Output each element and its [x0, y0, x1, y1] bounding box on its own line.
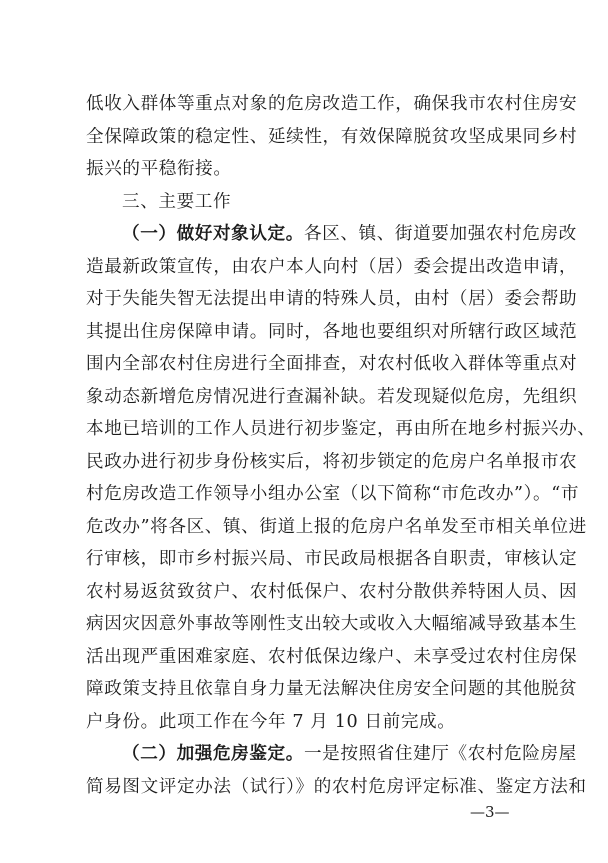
paragraph-line-10: 象动态新增危房情况进行查漏补缺。若发现疑似危房，先组织 [86, 386, 578, 407]
subsection-2-title: （二）加强危房鉴定。 [122, 743, 304, 764]
document-body [86, 88, 596, 803]
paragraph-line-22: 简易图文评定办法（试行）》的农村危房评定标准、鉴定方法和 [86, 776, 587, 797]
paragraph-line-19: 障政策支持且依靠自身力量无法解决住房安全问题的其他脱贫 [86, 679, 578, 699]
paragraph-line-8: 其提出住房保障申请。同时，各地也要组织对所辖行政区域范 [86, 321, 578, 342]
paragraph-line-6: 造最新政策宣传，由农户本人向村（居）委会提出改造申请， [86, 256, 578, 277]
paragraph-line-15: 行审核，即市乡村振兴局、市民政局根据各自职责，审核认定 [86, 549, 578, 569]
paragraph-line-20: 户身份。此项工作在今年 7 月 10 日前完成。 [86, 711, 456, 732]
paragraph-line-18: 活出现严重困难家庭、农村低保边缘户、未享受过农村住房保 [86, 646, 578, 667]
subsection-1-title: （一）做好对象认定。 [122, 223, 304, 244]
paragraph-line-7: 对于失能失智无法提出申请的特殊人员，由村（居）委会帮助 [86, 289, 578, 309]
paragraph-line-17: 病因灾因意外事故等刚性支出较大或收入大幅缩减导致基本生 [86, 614, 578, 634]
paragraph-line-16: 农村易返贫致贫户、农村低保户、农村分散供养特困人员、因 [86, 581, 578, 602]
paragraph-line-14: 危改办”将各区、镇、街道上报的危房户名单发至市相关单位进 [86, 516, 587, 537]
paragraph-line-13: 村危房改造工作领导小组办公室（以下简称“市危改办”）。“市 [86, 484, 580, 504]
page-number: —3— [470, 803, 510, 821]
paragraph-line-2: 全保障政策的稳定性、延续性，有效保障脱贫攻坚成果同乡村 [86, 126, 578, 147]
section-heading: 三、主要工作 [122, 191, 232, 212]
paragraph-line-3: 振兴的平稳衔接。 [86, 159, 232, 179]
paragraph-line-11: 本地已培训的工作人员进行初步鉴定，再由所在地乡村振兴办、 [86, 419, 596, 439]
paragraph-line-1: 低收入群体等重点对象的危房改造工作，确保我市农村住房安 [86, 94, 578, 114]
subsection-2-first-line: （二）加强危房鉴定。一是按照省住建厅《农村危险房屋 [122, 743, 577, 764]
paragraph-line-12: 民政办进行初步身份核实后，将初步锁定的危房户名单报市农 [86, 451, 578, 472]
subsection-1-first-line: （一）做好对象认定。各区、镇、街道要加强农村危房改 [122, 223, 577, 244]
paragraph-line-9: 围内全部农村住房进行全面排查，对农村低收入群体等重点对 [86, 354, 578, 374]
